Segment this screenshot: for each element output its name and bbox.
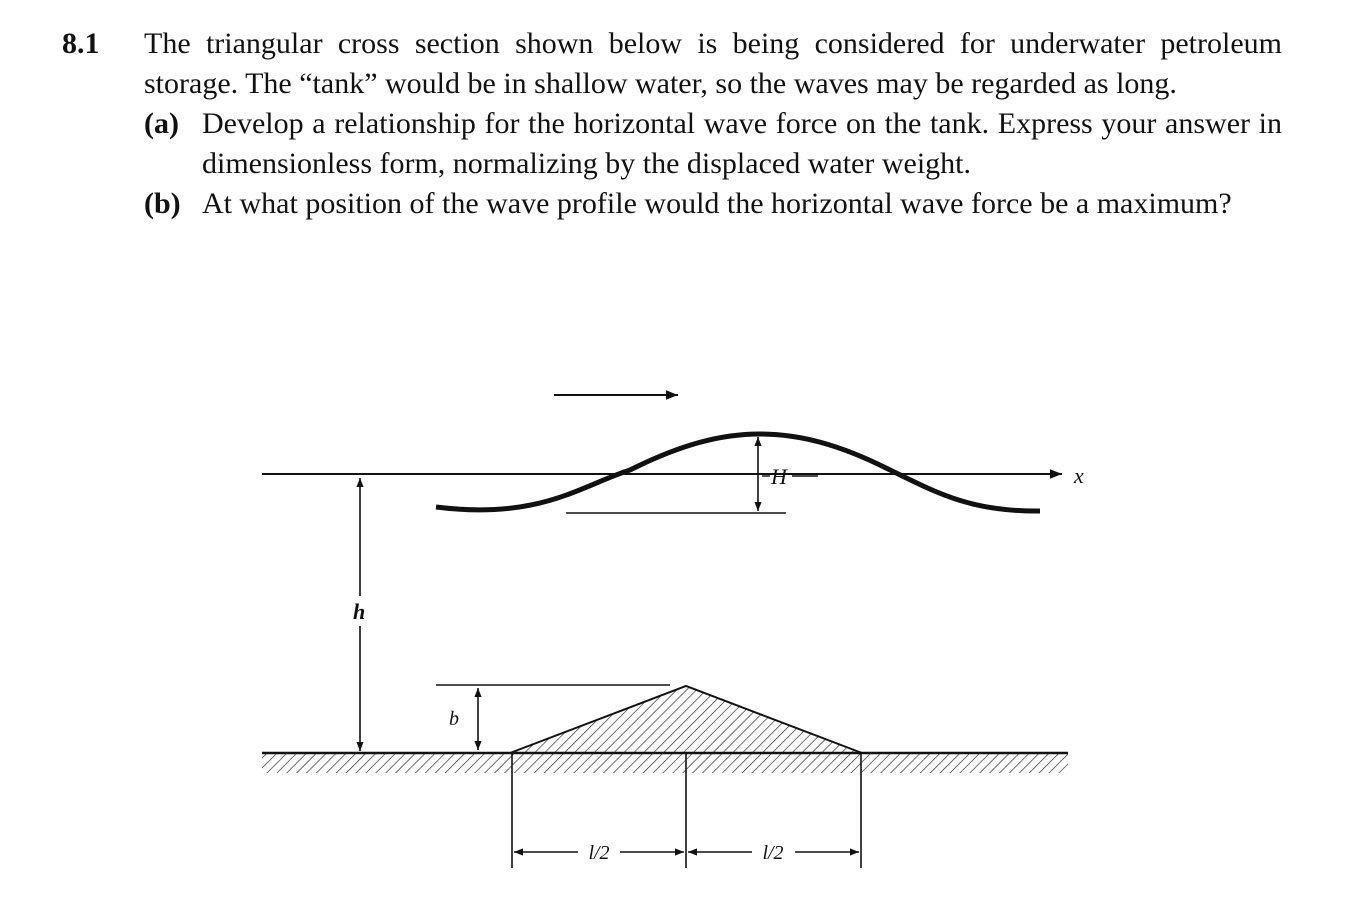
water-depth-label: h bbox=[353, 599, 366, 624]
part-a-text: Develop a relationship for the horizontal wave force on the tank. Express your answer in dimensionless form, normalizing by the displaced water weight. bbox=[202, 107, 1282, 180]
x-axis-label: x bbox=[1074, 463, 1084, 488]
part-b-label: (b) bbox=[144, 187, 181, 220]
wave-profile bbox=[436, 434, 1040, 511]
statement-text: The triangular cross section shown below is being considered for underwater petroleum storage. The “tank” would be in shallow water, so the waves may be regarded as long. bbox=[144, 27, 1282, 100]
triangular-tank bbox=[510, 686, 862, 753]
part-b-text: At what position of the wave profile would the horizontal wave force be a maximum? bbox=[202, 187, 1232, 220]
wave-height-label: H bbox=[771, 464, 787, 489]
left-half-length-label: l/2 bbox=[588, 842, 610, 864]
problem-number: 8.1 bbox=[62, 27, 100, 60]
seabed-hatch bbox=[262, 753, 1068, 773]
tank-height-label: b bbox=[449, 708, 459, 730]
part-a-label: (a) bbox=[144, 107, 179, 140]
right-half-length-label: l/2 bbox=[762, 842, 784, 864]
